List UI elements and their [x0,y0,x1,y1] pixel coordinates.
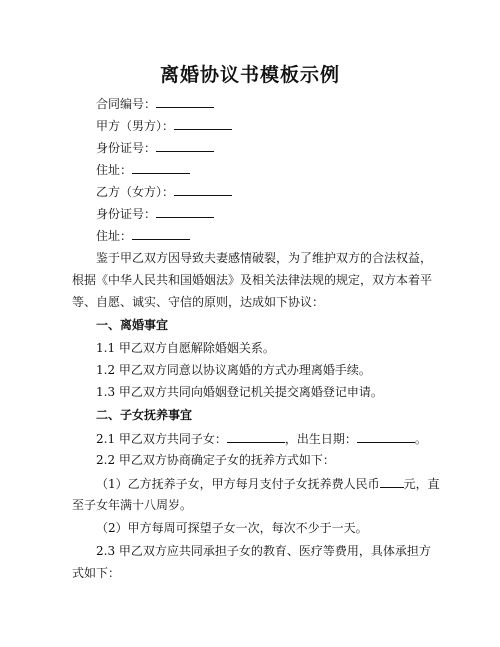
birth-date-label: ，出生日期： [284,432,357,446]
party-b-line [96,184,232,199]
party-b-id-line [96,206,214,221]
children-label: 2.1 甲乙双方共同子女： [96,432,227,446]
custody-option-2: （2）甲方每周可探望子女一次，每次不少于一天。 [96,521,368,535]
party-b-address-line [96,228,190,243]
party-b-id-blank [156,206,214,218]
party-a-address-blank [132,162,190,174]
party-b-id-label: 身份证号： [96,207,157,221]
party-a-id-label: 身份证号： [96,141,157,155]
party-a-address-label: 住址： [96,163,133,177]
party-a-line [96,118,232,133]
contract-number-label: 合同编号： [96,97,157,111]
party-a-label: 甲方（男方）： [96,119,175,133]
preamble-line-1: 鉴于甲乙双方因导致夫妻感情破裂，为了维护双方的合法权益， [96,251,433,265]
preamble-line-3: 等、自愿、诚实、守信的原则，达成如下协议： [72,295,325,309]
custody-option-1-continued: 至子女年满十八周岁。 [72,498,193,512]
party-b-blank [174,184,232,196]
custody-option-1-text: （1）乙方抚养子女，甲方每月支付子女抚养费人民币 [96,477,380,491]
section-2-item-3: 2.3 甲乙双方应共同承担子女的教育、医疗等费用，具体承担方 [96,544,431,558]
section-2-heading: 二、子女抚养事宜 [96,408,193,422]
party-b-address-blank [132,228,190,240]
contract-number-blank [156,96,214,108]
contract-number-line [96,96,214,111]
section-2-item-3-continued: 式如下： [72,566,121,580]
party-a-blank [174,118,232,130]
section-2-item-2: 2.2 甲乙双方协商确定子女的抚养方式如下： [96,453,335,467]
party-b-label: 乙方（女方）： [96,185,175,199]
section-1-item-2: 1.2 甲乙双方同意以协议离婚的方式办理离婚手续。 [96,363,371,377]
birth-date-blank [357,431,415,443]
children-name-blank [227,431,285,443]
section-1-heading: 一、离婚事宜 [96,318,169,332]
section-2-item-1 [96,431,427,446]
support-amount-blank [380,476,404,488]
section-1-item-1: 1.1 甲乙双方自愿解除婚姻关系。 [96,341,275,355]
custody-option-1-tail: 元，直 [403,477,440,491]
party-a-id-blank [156,140,214,152]
section-1-item-3: 1.3 甲乙双方共同向婚姻登记机关提交离婚登记申请。 [96,385,383,399]
party-a-address-line [96,162,190,177]
party-a-id-line [96,140,214,155]
preamble-line-2: 根据《中华人民共和国婚姻法》及相关法律法规的规定，双方本着平 [72,273,433,287]
custody-option-1 [96,476,440,491]
section-2-item-1-end: 。 [414,432,427,446]
document-title: 离婚协议书模板示例 [159,64,340,86]
party-b-address-label: 住址： [96,229,133,243]
